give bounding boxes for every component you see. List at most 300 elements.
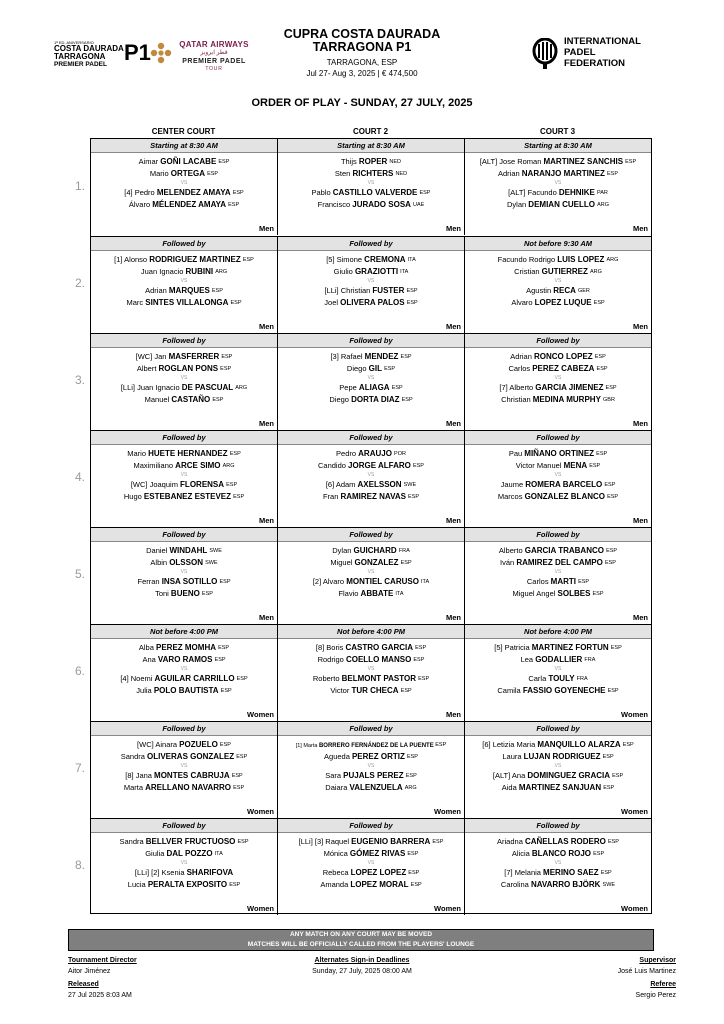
player-first-name: Ana bbox=[142, 655, 156, 664]
match-category: Men bbox=[633, 224, 648, 233]
notice-line-1: ANY MATCH ON ANY COURT MAY BE MOVED bbox=[289, 931, 433, 938]
player-nationality: ARG bbox=[215, 269, 228, 275]
player bbox=[278, 782, 464, 794]
player-last-name: DAL POZZO bbox=[166, 849, 213, 858]
player-first-name: Marc bbox=[126, 298, 144, 307]
player-nationality: ITA bbox=[407, 257, 416, 263]
vs-label: VS bbox=[180, 569, 188, 575]
player bbox=[278, 642, 464, 654]
match-row-number: 6. bbox=[74, 664, 85, 678]
match-row-number: 5. bbox=[74, 567, 85, 581]
player-first-name: [8] Boris bbox=[315, 643, 344, 652]
player-nationality: ESP bbox=[226, 482, 238, 488]
player bbox=[465, 254, 651, 266]
player-last-name: MARTINEZ FORTUN bbox=[531, 643, 609, 652]
player bbox=[91, 836, 277, 848]
vs-label: VS bbox=[367, 278, 375, 284]
player-nationality: ESP bbox=[593, 300, 605, 306]
player bbox=[465, 867, 651, 879]
player bbox=[91, 297, 277, 309]
match-cell bbox=[465, 625, 651, 721]
player-nationality: ESP bbox=[211, 288, 223, 294]
player bbox=[465, 460, 651, 472]
player bbox=[91, 187, 277, 199]
player-first-name: [LLi] Juan Ignacio bbox=[120, 383, 180, 392]
player-last-name: PEREZ CABEZA bbox=[532, 364, 595, 373]
player-nationality: ESP bbox=[605, 385, 617, 391]
player-last-name: MARQUES bbox=[168, 286, 210, 295]
federation-emblem-icon bbox=[530, 38, 560, 70]
player-first-name: Victor bbox=[330, 686, 350, 695]
player bbox=[91, 751, 277, 763]
player-nationality: ESP bbox=[415, 645, 427, 651]
player-first-name: Albert bbox=[136, 364, 157, 373]
player bbox=[465, 363, 651, 375]
player-first-name: Mario bbox=[149, 169, 169, 178]
player bbox=[278, 297, 464, 309]
player bbox=[91, 685, 277, 697]
player-nationality: ESP bbox=[232, 190, 244, 196]
player-nationality: ESP bbox=[405, 773, 417, 779]
player-first-name: Pau bbox=[508, 449, 523, 458]
tournament-title bbox=[262, 28, 462, 79]
player-first-name: Flavio bbox=[338, 589, 359, 598]
player-last-name: MIÑANO ORTINEZ bbox=[524, 449, 595, 458]
player bbox=[91, 285, 277, 297]
vs-label: VS bbox=[367, 666, 375, 672]
notice-line-2: MATCHES WILL BE OFFICIALLY CALLED FROM THE PLAYERS' LOUNGE bbox=[247, 940, 475, 948]
player-first-name: Giulia bbox=[145, 849, 165, 858]
player bbox=[91, 382, 277, 394]
match-category: Men bbox=[259, 613, 274, 622]
player-first-name: Alvaro bbox=[511, 298, 533, 307]
player bbox=[278, 751, 464, 763]
player-nationality: ESP bbox=[236, 754, 248, 760]
player-nationality: ARG bbox=[597, 202, 609, 208]
player-first-name: Ariadna bbox=[497, 837, 523, 846]
match-cell bbox=[465, 528, 651, 624]
player-last-name: GRAZIOTTI bbox=[354, 267, 399, 276]
order-of-play-grid bbox=[90, 138, 652, 914]
match-row bbox=[91, 624, 651, 721]
player-first-name: Rodrigo bbox=[317, 655, 344, 664]
player bbox=[91, 479, 277, 491]
player-first-name: [LLi] Christian bbox=[324, 286, 371, 295]
player bbox=[91, 739, 277, 751]
player bbox=[278, 836, 464, 848]
match-category: Men bbox=[633, 613, 648, 622]
logo-line-1: 1ª ED. ANIVERSARIO bbox=[54, 40, 94, 45]
player-first-name: Dylan bbox=[507, 200, 527, 209]
sponsor-logo bbox=[176, 40, 252, 72]
tournament-logo bbox=[54, 40, 150, 68]
player-nationality: ESP bbox=[220, 688, 232, 694]
player bbox=[465, 199, 651, 211]
player-nationality: NED bbox=[395, 171, 408, 177]
player-last-name: TUR CHECA bbox=[351, 686, 399, 695]
player-nationality: ESP bbox=[408, 870, 420, 876]
player-nationality: ESP bbox=[408, 494, 420, 500]
player-last-name: MEDINA MURPHY bbox=[532, 395, 601, 404]
player bbox=[465, 879, 651, 891]
player bbox=[91, 351, 277, 363]
player-last-name: ARELLANO NAVARRO bbox=[145, 783, 232, 792]
player-nationality: ITA bbox=[400, 269, 409, 275]
player-nationality: ESP bbox=[410, 882, 422, 888]
player-first-name: Albin bbox=[150, 558, 168, 567]
player-nationality: ESP bbox=[622, 742, 634, 748]
player bbox=[465, 382, 651, 394]
match-cell bbox=[278, 431, 465, 527]
match-category: Men bbox=[446, 613, 461, 622]
sponsor-line-4: TOUR bbox=[205, 66, 223, 72]
match-time-header: Followed by bbox=[91, 722, 277, 736]
player-last-name: ALIAGA bbox=[358, 383, 390, 392]
player-last-name: HUETE HERNANDEZ bbox=[148, 449, 228, 458]
player-last-name: GÓMEZ RIVAS bbox=[349, 849, 406, 858]
match-row bbox=[91, 430, 651, 527]
match-time-header: Followed by bbox=[278, 722, 464, 736]
player-first-name: [WC] Ainara bbox=[137, 740, 178, 749]
player-nationality: ESP bbox=[400, 354, 412, 360]
player-first-name: [5] Patricia bbox=[494, 643, 530, 652]
deadline-value: Sunday, 27 July, 2025 08:00 AM bbox=[312, 968, 412, 975]
player bbox=[465, 685, 651, 697]
match-category: Men bbox=[446, 419, 461, 428]
player-nationality: ESP bbox=[406, 288, 418, 294]
player bbox=[91, 879, 277, 891]
player-nationality: ESP bbox=[604, 482, 616, 488]
player-last-name: CASTAÑO bbox=[171, 395, 211, 404]
player-nationality: ARG bbox=[606, 257, 619, 263]
player-nationality: ESP bbox=[219, 742, 231, 748]
player-last-name: ARAUJO bbox=[358, 449, 392, 458]
player-last-name: PUJALS PEREZ bbox=[343, 771, 404, 780]
player bbox=[465, 770, 651, 782]
player-nationality: ESP bbox=[593, 851, 605, 857]
player-first-name: [6] Adam bbox=[325, 480, 356, 489]
player-last-name: CAÑELLAS RODERO bbox=[524, 837, 606, 846]
match-category: Women bbox=[621, 807, 648, 816]
logo-p1: P1 bbox=[124, 40, 151, 65]
match-category: Men bbox=[259, 516, 274, 525]
match-time-header: Followed by bbox=[91, 237, 277, 251]
player bbox=[278, 654, 464, 666]
player-first-name: Maximiliano bbox=[133, 461, 174, 470]
player bbox=[278, 448, 464, 460]
player-last-name: RAMIREZ DEL CAMPO bbox=[516, 558, 603, 567]
player-first-name: Joel bbox=[324, 298, 339, 307]
player-nationality: ESP bbox=[594, 354, 606, 360]
player-last-name: BELMONT PASTOR bbox=[341, 674, 417, 683]
match-time-header: Starting at 8:30 AM bbox=[91, 139, 277, 153]
player-nationality: SWE bbox=[209, 548, 222, 554]
player-nationality: ESP bbox=[596, 366, 608, 372]
player bbox=[91, 448, 277, 460]
title-line-1: CUPRA COSTA DAURADA bbox=[283, 27, 441, 41]
player-last-name: ABBATE bbox=[360, 589, 394, 598]
player-first-name: Amanda bbox=[320, 880, 349, 889]
player-first-name: Adrian bbox=[145, 286, 167, 295]
player-nationality: ESP bbox=[212, 397, 224, 403]
player-last-name: CREMONA bbox=[364, 255, 406, 264]
match-row-number: 2. bbox=[74, 276, 85, 290]
player-first-name: Pablo bbox=[311, 188, 331, 197]
player-last-name: FASSIO GOYENECHE bbox=[522, 686, 606, 695]
player bbox=[465, 782, 651, 794]
player-last-name: ESTEBANEZ ESTEVEZ bbox=[143, 492, 232, 501]
player bbox=[278, 491, 464, 503]
player-last-name: SINTES VILLALONGA bbox=[145, 298, 229, 307]
player-first-name: Toni bbox=[155, 589, 169, 598]
sponsor-line-2: قطر ايرويز bbox=[200, 50, 228, 56]
player-nationality: ESP bbox=[214, 657, 226, 663]
player-first-name: Pepe bbox=[339, 383, 357, 392]
player-first-name: Marta bbox=[123, 783, 144, 792]
player-last-name: FLORENSA bbox=[180, 480, 225, 489]
match-row-number: 4. bbox=[74, 470, 85, 484]
player-last-name: RECA bbox=[553, 286, 576, 295]
match-row bbox=[91, 527, 651, 624]
match-cell bbox=[278, 237, 465, 333]
match-category: Women bbox=[434, 807, 461, 816]
player-last-name: MENDEZ bbox=[364, 352, 399, 361]
player-first-name: Fran bbox=[322, 492, 339, 501]
player-first-name: [1] Alonso bbox=[114, 255, 148, 264]
director-title: Tournament Director bbox=[68, 957, 137, 964]
referee-title: Referee bbox=[650, 981, 676, 988]
player-first-name: Lucia bbox=[127, 880, 146, 889]
player-first-name: Aida bbox=[501, 783, 517, 792]
player-first-name: Candido bbox=[318, 461, 346, 470]
match-category: Men bbox=[259, 322, 274, 331]
match-category: Women bbox=[621, 904, 648, 913]
player-first-name: [2] Alvaro bbox=[312, 577, 345, 586]
player-first-name: Alba bbox=[138, 643, 154, 652]
player-nationality: POR bbox=[394, 451, 406, 457]
match-cell bbox=[278, 819, 465, 915]
player-nationality: GER bbox=[577, 288, 590, 294]
match-time-header: Followed by bbox=[278, 431, 464, 445]
player-nationality: ESP bbox=[625, 159, 637, 165]
match-cell bbox=[278, 334, 465, 430]
match-cell bbox=[91, 334, 278, 430]
player bbox=[91, 254, 277, 266]
player-nationality: SWE bbox=[403, 482, 417, 488]
match-time-header: Followed by bbox=[465, 722, 651, 736]
player-last-name: RUBINI bbox=[185, 267, 214, 276]
player-nationality: SWE bbox=[205, 560, 218, 566]
player bbox=[278, 363, 464, 375]
player-first-name: Diego bbox=[329, 395, 349, 404]
court-header-2: COURT 2 bbox=[352, 127, 389, 136]
player-nationality: ESP bbox=[418, 676, 430, 682]
player bbox=[278, 770, 464, 782]
vs-label: VS bbox=[180, 375, 188, 381]
player bbox=[465, 479, 651, 491]
player bbox=[465, 836, 651, 848]
player-first-name: Alberto bbox=[498, 546, 523, 555]
player-nationality: ESP bbox=[229, 451, 241, 457]
vs-label: VS bbox=[367, 763, 375, 769]
player-last-name: GODALLIER bbox=[535, 655, 583, 664]
player-first-name: Sandra bbox=[119, 837, 144, 846]
federation-line-1: INTERNATIONAL bbox=[564, 36, 641, 47]
match-cell bbox=[91, 139, 278, 235]
player-nationality: ESP bbox=[218, 645, 230, 651]
match-category: Men bbox=[259, 224, 274, 233]
player bbox=[91, 654, 277, 666]
vs-label: VS bbox=[180, 860, 188, 866]
match-cell bbox=[278, 528, 465, 624]
player bbox=[278, 576, 464, 588]
vs-label: VS bbox=[367, 472, 375, 478]
player bbox=[278, 588, 464, 600]
match-cell bbox=[465, 431, 651, 527]
player bbox=[465, 848, 651, 860]
player-nationality: ARG bbox=[235, 385, 248, 391]
player-nationality: ESP bbox=[412, 463, 424, 469]
player bbox=[278, 879, 464, 891]
player bbox=[278, 199, 464, 211]
player-first-name: Hugo bbox=[123, 492, 142, 501]
player-last-name: VARO RAMOS bbox=[157, 655, 213, 664]
notice-banner bbox=[68, 929, 654, 951]
released-title: Released bbox=[68, 981, 99, 988]
match-time-header: Followed by bbox=[465, 819, 651, 833]
sponsor-line-3: PREMIER PADEL bbox=[182, 58, 246, 65]
player bbox=[91, 491, 277, 503]
match-cell bbox=[91, 237, 278, 333]
player bbox=[91, 867, 277, 879]
player-last-name: MÉLENDEZ AMAYA bbox=[152, 200, 227, 209]
player-nationality: ESP bbox=[233, 785, 245, 791]
player-first-name: Giulio bbox=[333, 267, 353, 276]
player-first-name: Manuel bbox=[144, 395, 170, 404]
player bbox=[278, 254, 464, 266]
match-category: Men bbox=[633, 516, 648, 525]
player-last-name: GARCIA TRABANCO bbox=[524, 546, 604, 555]
player-last-name: DEHNIKE bbox=[558, 188, 595, 197]
match-time-header: Followed by bbox=[91, 431, 277, 445]
referee-name: Sergio Perez bbox=[635, 992, 676, 999]
player bbox=[465, 448, 651, 460]
vs-label: VS bbox=[554, 763, 562, 769]
player-first-name: Julia bbox=[136, 686, 152, 695]
player-nationality: GBR bbox=[603, 397, 615, 403]
player-last-name: FUSTER bbox=[372, 286, 405, 295]
player-first-name: Jaume bbox=[500, 480, 524, 489]
player bbox=[465, 297, 651, 309]
player-nationality: ESP bbox=[607, 494, 619, 500]
player-nationality: ESP bbox=[602, 754, 614, 760]
player-nationality: ESP bbox=[578, 579, 590, 585]
player bbox=[91, 588, 277, 600]
match-row-number: 8. bbox=[74, 858, 85, 872]
player-nationality: ESP bbox=[589, 463, 601, 469]
player-nationality: ITA bbox=[214, 851, 223, 857]
player-first-name: Camila bbox=[497, 686, 521, 695]
player bbox=[278, 168, 464, 180]
player bbox=[278, 479, 464, 491]
player-first-name: Agustin bbox=[526, 286, 552, 295]
player-last-name: LUIS LOPEZ bbox=[557, 255, 605, 264]
player bbox=[465, 266, 651, 278]
player-last-name: CASTRO GARCIA bbox=[345, 643, 414, 652]
player-nationality: ITA bbox=[395, 591, 404, 597]
player-last-name: GONZALEZ BLANCO bbox=[524, 492, 605, 501]
released-value: 27 Jul 2025 8:03 AM bbox=[68, 992, 132, 999]
match-time-header: Followed by bbox=[91, 528, 277, 542]
player-nationality: ESP bbox=[236, 676, 248, 682]
vs-label: VS bbox=[367, 569, 375, 575]
player-first-name: Dylan bbox=[332, 546, 352, 555]
player bbox=[465, 673, 651, 685]
player-nationality: ESP bbox=[207, 171, 219, 177]
player bbox=[465, 739, 651, 751]
player-nationality: ESP bbox=[607, 839, 619, 845]
player-last-name: GOÑI LACABE bbox=[160, 157, 217, 166]
player bbox=[278, 848, 464, 860]
match-time-header: Not before 4:00 PM bbox=[278, 625, 464, 639]
player-last-name: MONTIEL CARUSO bbox=[346, 577, 419, 586]
player-first-name: Sara bbox=[325, 771, 342, 780]
vs-label: VS bbox=[554, 180, 562, 186]
player bbox=[91, 642, 277, 654]
player-last-name: EUGENIO BARRERA bbox=[351, 837, 431, 846]
player-last-name: RICHTERS bbox=[352, 169, 394, 178]
match-category: Men bbox=[446, 224, 461, 233]
match-cell bbox=[91, 431, 278, 527]
dates-prize: Jul 27- Aug 3, 2025 | € 474,500 bbox=[306, 69, 418, 78]
player-last-name: INSA SOTILLO bbox=[161, 577, 218, 586]
player bbox=[278, 187, 464, 199]
match-time-header: Starting at 8:30 AM bbox=[465, 139, 651, 153]
player-nationality: ESP bbox=[406, 300, 418, 306]
player-nationality: ESP bbox=[592, 591, 604, 597]
location: TARRAGONA, ESP bbox=[326, 58, 398, 67]
match-category: Women bbox=[434, 904, 461, 913]
player-last-name: NAVARRO BJÖRK bbox=[530, 880, 601, 889]
court-header-3: COURT 3 bbox=[539, 127, 576, 136]
match-category: Men bbox=[633, 419, 648, 428]
player-last-name: LOPEZ LOPEZ bbox=[350, 868, 407, 877]
vs-label: VS bbox=[554, 569, 562, 575]
player bbox=[465, 654, 651, 666]
player-nationality: ESP bbox=[406, 754, 418, 760]
player bbox=[91, 266, 277, 278]
player-last-name: RONCO LOPEZ bbox=[534, 352, 593, 361]
player-nationality: ESP bbox=[229, 882, 241, 888]
player bbox=[278, 351, 464, 363]
flower-icon bbox=[150, 42, 172, 64]
player-first-name: Carlos bbox=[508, 364, 531, 373]
player-first-name: Carlos bbox=[526, 577, 549, 586]
player-last-name: DORTA DIAZ bbox=[351, 395, 400, 404]
player bbox=[465, 168, 651, 180]
player bbox=[465, 545, 651, 557]
player-nationality: ESP bbox=[419, 190, 431, 196]
player bbox=[465, 187, 651, 199]
match-row-number: 1. bbox=[74, 179, 85, 193]
match-row bbox=[91, 818, 651, 915]
player bbox=[278, 156, 464, 168]
vs-label: VS bbox=[180, 180, 188, 186]
match-time-header: Followed by bbox=[91, 334, 277, 348]
vs-label: VS bbox=[367, 375, 375, 381]
player-last-name: BELLVER FRUCTUOSO bbox=[145, 837, 236, 846]
player bbox=[91, 394, 277, 406]
